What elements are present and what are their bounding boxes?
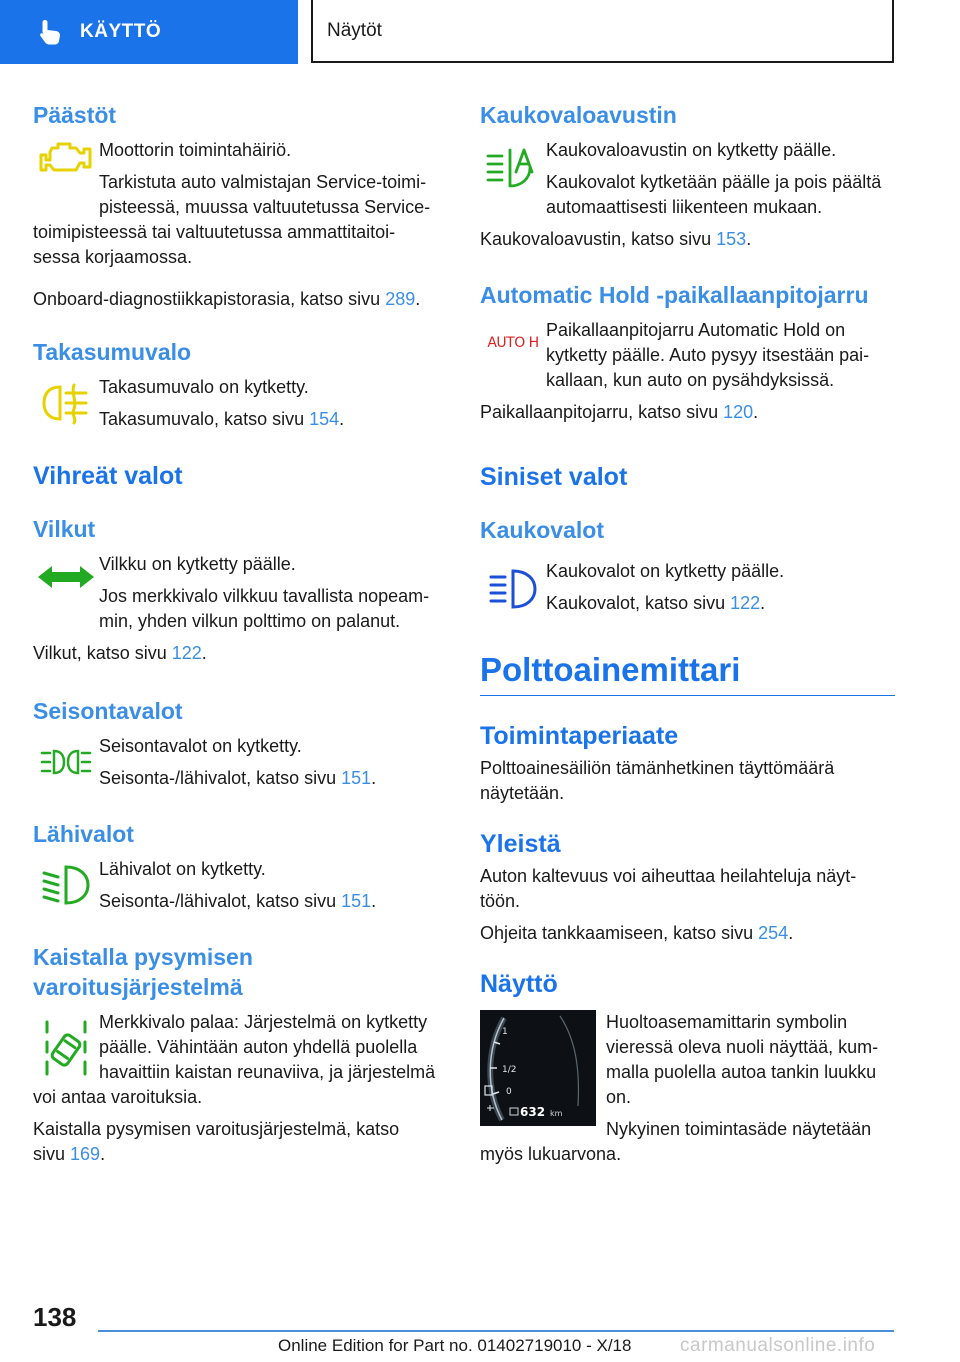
heading-naytto: Näyttö (480, 970, 558, 998)
chapter-header (311, 0, 894, 63)
kaukovaloavustin-line2b: automaattisesti liikenteen mukaan. (546, 197, 823, 217)
seisontavalot-line1: Seisontavalot on kytketty. (99, 736, 302, 756)
footer-divider (98, 1330, 894, 1332)
ref-text: Paikallaanpitojarru, katso sivu (480, 402, 724, 422)
chapter-label: Näytöt (327, 19, 382, 41)
kaista-reference-a: Kaistalla pysymisen varoitusjärjestelmä, katso (33, 1119, 400, 1139)
page-link[interactable]: 151 (341, 891, 372, 911)
page-link[interactable]: 120 (723, 402, 754, 422)
high-beam-assistant-icon (486, 146, 540, 190)
autohold-line1: Paikallaanpitojarru Automatic Hold on (546, 320, 846, 340)
ref-end: . (760, 593, 766, 613)
paastot-line2a: Tarkistuta auto valmistajan Service-toimi- (99, 172, 427, 192)
gauge-full-label: 1 (502, 1027, 508, 1037)
ref-end: . (100, 1144, 106, 1164)
section-label: KÄYTTÖ (80, 21, 162, 42)
paastot-line2c: toimipisteessä tai valtuutetussa ammattitaitoi- (33, 222, 396, 242)
autohold-line3: kallaan, kun auto on pysähdyksissä. (546, 370, 835, 390)
icon-slot (33, 552, 99, 602)
naytto-line6: myös lukuarvona. (480, 1144, 622, 1164)
autohold-reference (480, 400, 895, 425)
page-link[interactable]: 122 (730, 593, 761, 613)
watermark: carmanualsonline.info (680, 1335, 876, 1356)
icon-slot (33, 734, 99, 790)
naytto-line5: Nykyinen toimintasäde näytetään (606, 1119, 872, 1139)
takasumuvalo-line1: Takasumuvalo on kytketty. (99, 377, 309, 397)
heading-lahivalot: Lähivalot (33, 821, 134, 847)
icon-slot (480, 138, 546, 198)
icon-slot (33, 857, 99, 913)
heading-seisontavalot: Seisontavalot (33, 698, 183, 724)
page-link[interactable]: 154 (309, 409, 340, 429)
page-link[interactable]: 153 (716, 229, 747, 249)
auto-hold-icon: AUTO H (487, 335, 539, 351)
heading-yleista: Yleistä (480, 830, 561, 858)
icon-slot (33, 138, 99, 178)
vilkut-line1: Vilkku on kytketty päälle. (99, 554, 296, 574)
heading-vilkut: Vilkut (33, 516, 96, 542)
icon-slot (33, 375, 99, 431)
kaista-reference-b (33, 1142, 448, 1167)
toimintaperiaate-line1: Polttoainesäiliön tämänhetkinen täyttömäärä (480, 758, 835, 778)
ref-text: Kaukovalot, katso sivu (546, 593, 731, 613)
heading-takasumuvalo: Takasumuvalo (33, 339, 192, 365)
ref-end: . (371, 768, 377, 788)
section-tab[interactable] (0, 0, 298, 64)
hand-pointer-icon (36, 17, 66, 47)
polttoaine-heading-block (480, 649, 895, 696)
page-link[interactable]: 169 (70, 1144, 101, 1164)
ref-text: Onboard-diagnostiikkapistorasia, katso sivu (33, 289, 386, 309)
yleista-line2: töön. (480, 891, 521, 911)
ref-text: Takasumuvalo, katso sivu (99, 409, 310, 429)
kaista-line1: Merkkivalo palaa: Järjestelmä on kytketty (99, 1012, 428, 1032)
gauge-half-label: 1/2 (502, 1065, 517, 1075)
page-link[interactable]: 122 (171, 643, 202, 663)
icon-slot (480, 559, 546, 619)
vilkut-line2a: Jos merkkivalo vilkkuu tavallista nopeam- (99, 586, 430, 606)
paastot-line2d: sessa korjaamossa. (33, 247, 193, 267)
kaista-line3: havaittiin kaistan reunaviiva, ja järjestelmä (99, 1062, 436, 1082)
naytto-line4: on. (606, 1087, 632, 1107)
ref-text: Seisonta-/lähivalot, katso sivu (99, 891, 342, 911)
ref-end: . (339, 409, 345, 429)
kaukovalot-line1: Kaukovalot on kytketty päälle. (546, 561, 785, 581)
heading-paastot: Päästöt (33, 102, 117, 128)
left-column (33, 100, 448, 1167)
heading-siniset-valot: Siniset valot (480, 463, 628, 491)
yleista-reference (480, 921, 895, 946)
page-link[interactable]: 289 (385, 289, 416, 309)
high-beam-icon (487, 567, 539, 611)
fuel-gauge-illustration (480, 1010, 596, 1126)
ref-text: Ohjeita tankkaamiseen, katso sivu (480, 923, 759, 943)
kaista-line4: voi antaa varoituksia. (33, 1087, 203, 1107)
paastot-line1: Moottorin toimintahäiriö. (99, 140, 292, 160)
kaukovaloavustin-line2a: Kaukovalot kytketään päälle ja pois päältä (546, 172, 882, 192)
naytto-line1: Huoltoasemamittarin symbolin (606, 1012, 848, 1032)
edition-label: Online Edition for Part no. 01402719010 - X/18 (278, 1336, 632, 1355)
paastot-reference (33, 287, 448, 312)
kaukovaloavustin-line1: Kaukovaloavustin on kytketty päälle. (546, 140, 837, 160)
right-column (480, 100, 895, 1167)
low-beam-icon (40, 863, 92, 907)
ref-end: . (746, 229, 752, 249)
toimintaperiaate-line2: näytetään. (480, 783, 565, 803)
ref-text: Vilkut, katso sivu (33, 643, 172, 663)
naytto-line2: vieressä oleva nuoli näyttää, kum- (606, 1037, 879, 1057)
ref-text: Seisonta-/lähivalot, katso sivu (99, 768, 342, 788)
heading-autohold: Automatic Hold -paikallaanpitojarru (480, 282, 869, 308)
lane-departure-icon (41, 1018, 91, 1078)
gauge-empty-label: 0 (506, 1087, 512, 1097)
lahivalot-line1: Lähivalot on kytketty. (99, 859, 266, 879)
parking-lights-icon (40, 747, 92, 777)
yleista-line1: Auton kaltevuus voi aiheuttaa heilahteluja näyt- (480, 866, 857, 886)
turn-signal-icon (36, 562, 96, 592)
heading-polttoainemittari: Polttoainemittari (480, 651, 741, 688)
kaista-line2: päälle. Vähintään auton yhdellä puolella (99, 1037, 418, 1057)
page-link[interactable]: 254 (758, 923, 789, 943)
vilkut-reference (33, 641, 448, 666)
ref-text: sivu (33, 1144, 71, 1164)
icon-slot (480, 318, 546, 368)
fuel-gauge-image (480, 1010, 596, 1126)
ref-end: . (201, 643, 207, 663)
gauge-range-unit: km (550, 1109, 563, 1118)
heading-kaukovalot: Kaukovalot (480, 517, 604, 543)
heading-toimintaperiaate: Toimintaperiaate (480, 722, 679, 750)
icon-slot (33, 1010, 99, 1085)
heading-kaukovaloavustin: Kaukovaloavustin (480, 102, 677, 128)
paastot-line2b: pisteessä, muussa valtuutetussa Service- (99, 197, 431, 217)
heading-kaista-b: varoitusjärjestelmä (33, 974, 243, 1000)
ref-end: . (415, 289, 421, 309)
engine-warning-icon (36, 138, 96, 178)
naytto-line3: malla puolella autoa tankin luukku (606, 1062, 877, 1082)
gauge-range-value: 632 (520, 1105, 546, 1119)
ref-text: Kaukovaloavustin, katso sivu (480, 229, 717, 249)
heading-vihreat-valot: Vihreät valot (33, 462, 183, 490)
page-number: 138 (33, 1302, 77, 1332)
ref-end: . (371, 891, 377, 911)
page-link[interactable]: 151 (341, 768, 372, 788)
ref-end: . (788, 923, 794, 943)
kaukovaloavustin-reference (480, 227, 895, 252)
heading-kaista-a: Kaistalla pysymisen (33, 944, 253, 970)
ref-end: . (753, 402, 759, 422)
vilkut-line2b: min, yhden vilkun polttimo on palanut. (99, 611, 401, 631)
rear-fog-light-icon (40, 381, 92, 425)
autohold-line2: kytketty päälle. Auto pysyy itsestään pai- (546, 345, 870, 365)
